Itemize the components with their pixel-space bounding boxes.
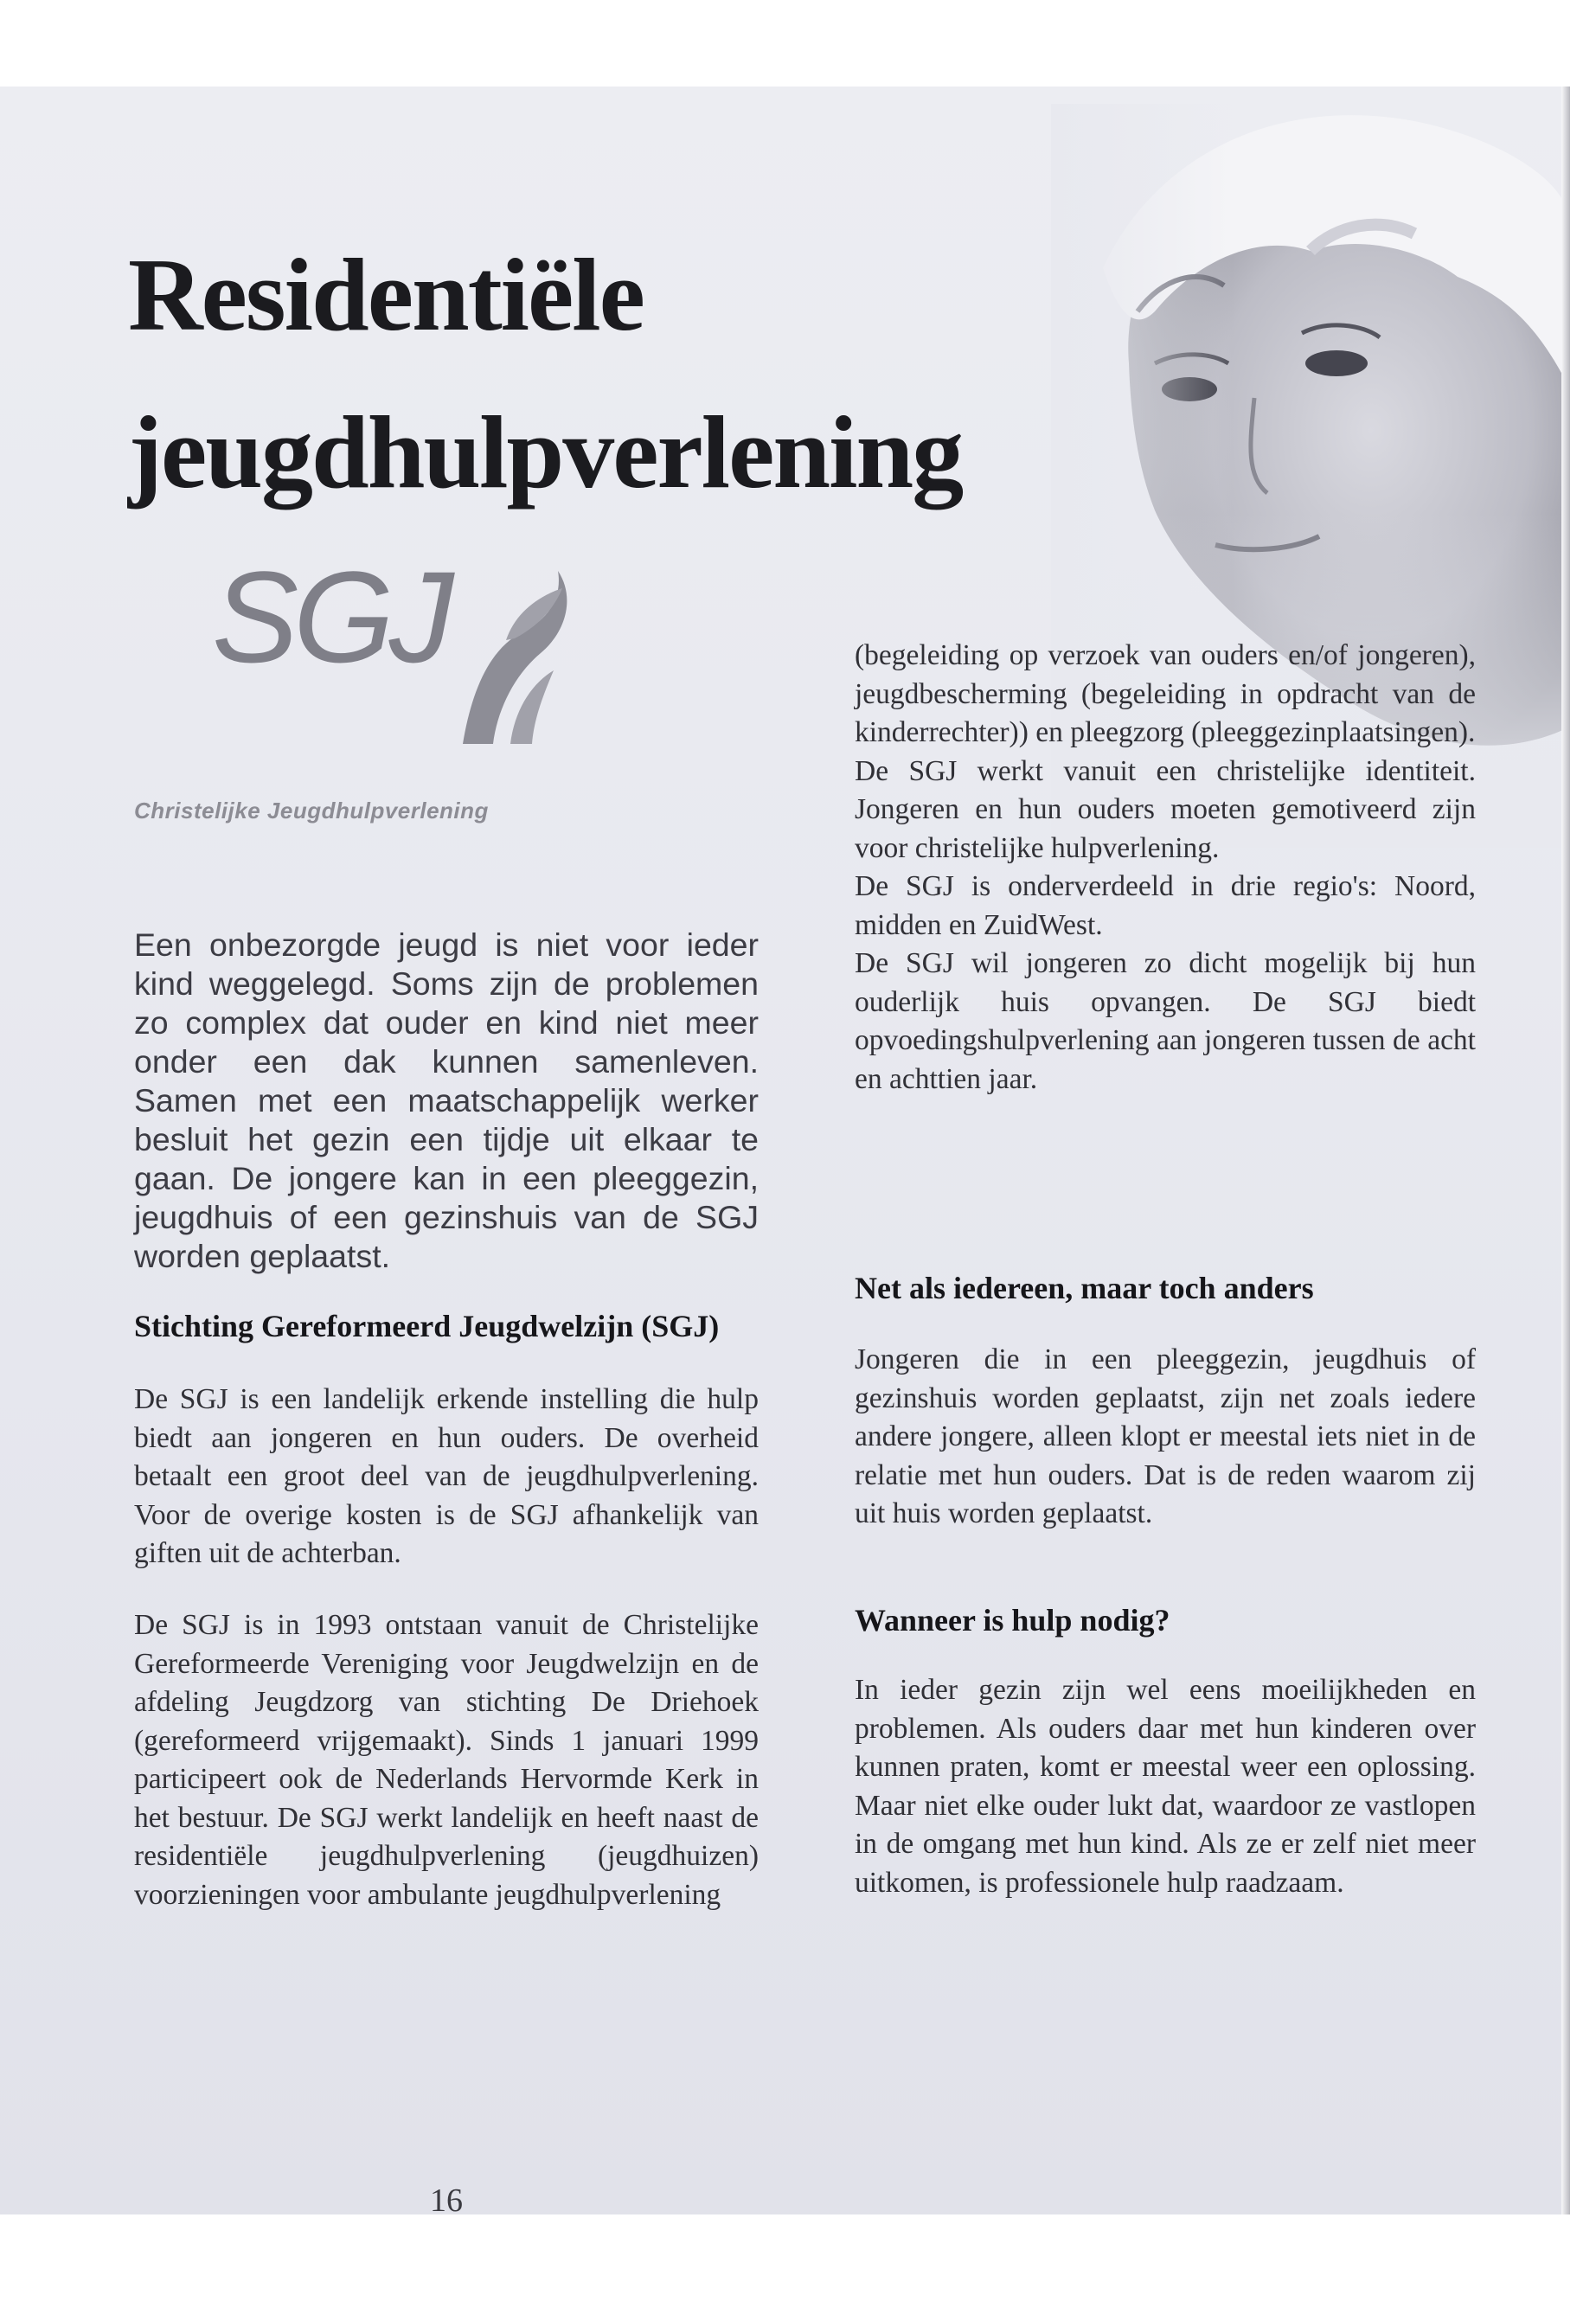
left-column-text-1 <box>134 1381 759 1574</box>
sgj-logo-mark <box>212 536 593 753</box>
heading-wanneer-hulp: Wanneer is hulp nodig? <box>855 1603 1170 1638</box>
right-paragraph-5: Jongeren die in een pleeggezin, jeugdhuis of gezinshuis worden geplaatst, zijn net zoals iedere andere jongere, alleen klopt er meestal iets niet in de relatie met hun ouders. Dat is de reden waarom zij uit huis worden geplaatst. <box>855 1343 1476 1529</box>
magazine-page <box>0 87 1570 2214</box>
right-paragraph-2: De SGJ werkt vanuit een christelijke identiteit. Jongeren en hun ouders moeten gemotiveerd zijn voor christelijke hulpverlening. <box>855 754 1476 864</box>
heading-sgj: Stichting Gereformeerd Jeugdwelzijn (SGJ) <box>134 1309 720 1343</box>
right-column-text-3 <box>855 1671 1476 1902</box>
left-paragraph-2: De SGJ is in 1993 ontstaan vanuit de Christelijke Gereformeerde Vereniging voor Jeugdwelzijn en de afdeling Jeugdzorg van stichting De Driehoek (gereformeerd vrijgemaakt). Sinds 1 januari 1999 participeert ook de Nederlands Hervormde Kerk in het bestuur. De SGJ werkt landelijk en heeft naast de residentiële jeugdhulpverlening (jeugdhuizen) voorzieningen voor ambulante jeugdhulpverlening <box>134 1609 759 1911</box>
sgj-logo <box>134 536 593 839</box>
right-column-text-2 <box>855 1341 1476 1534</box>
left-paragraph-1: De SGJ is een landelijk erkende instelling die hulp biedt aan jongeren en hun ouders. De overheid betaalt een groot deel van de jeugdhulpverlening. Voor de overige kosten is de SGJ afhankelijk van giften uit de achterban. <box>134 1383 759 1569</box>
page-title <box>128 216 962 531</box>
heading-net-als-iedereen: Net als iedereen, maar toch anders <box>855 1271 1314 1305</box>
intro-paragraph: Een onbezorgde jeugd is niet voor ieder kind weggelegd. Soms zijn de problemen zo complex dat ouder en kind niet meer onder een dak kunnen samenleven. Samen met een maatschappelijk werker besluit het gezin een tijdje uit elkaar te gaan. De jongere kan in een pleeggezin, jeugdhuis of een gezinshuis van de SGJ worden geplaatst. <box>134 926 759 1274</box>
right-paragraph-4: De SGJ wil jongeren zo dicht mogelijk bij hun ouderlijk huis opvangen. De SGJ biedt opvoedingshulpverlening aan jongeren tussen de acht en achttien jaar. <box>855 947 1476 1095</box>
right-column-text-1 <box>855 637 1476 1099</box>
right-paragraph-3: De SGJ is onderverdeeld in drie regio's: Noord, midden en ZuidWest. <box>855 870 1476 941</box>
left-column-text-2 <box>134 1606 759 1914</box>
title-line-1: Residentiële <box>128 237 644 352</box>
sgj-logo-text: SGJ <box>212 544 449 689</box>
title-line-2: jeugdhulpverlening <box>128 394 963 510</box>
page-edge <box>1561 87 1570 2214</box>
page-number: 16 <box>430 2182 463 2214</box>
right-paragraph-1: (begeleiding op verzoek van ouders en/of jongeren), jeugdbescherming (begeleiding in opdracht van de kinderrechter)) en pleegzorg (pleeggezinplaatsingen). <box>855 639 1476 748</box>
right-paragraph-6: In ieder gezin zijn wel eens moeilijkheden en problemen. Als ouders daar met hun kinderen over kunnen praten, komt er meestal weer een oplossing. Maar niet elke ouder lukt dat, waardoor ze vastlopen in de omgang met hun kind. Als ze er zelf niet meer uitkomen, is professionele hulp raadzaam. <box>855 1674 1476 1899</box>
logo-caption: Christelijke Jeugdhulpverlening <box>134 798 489 824</box>
